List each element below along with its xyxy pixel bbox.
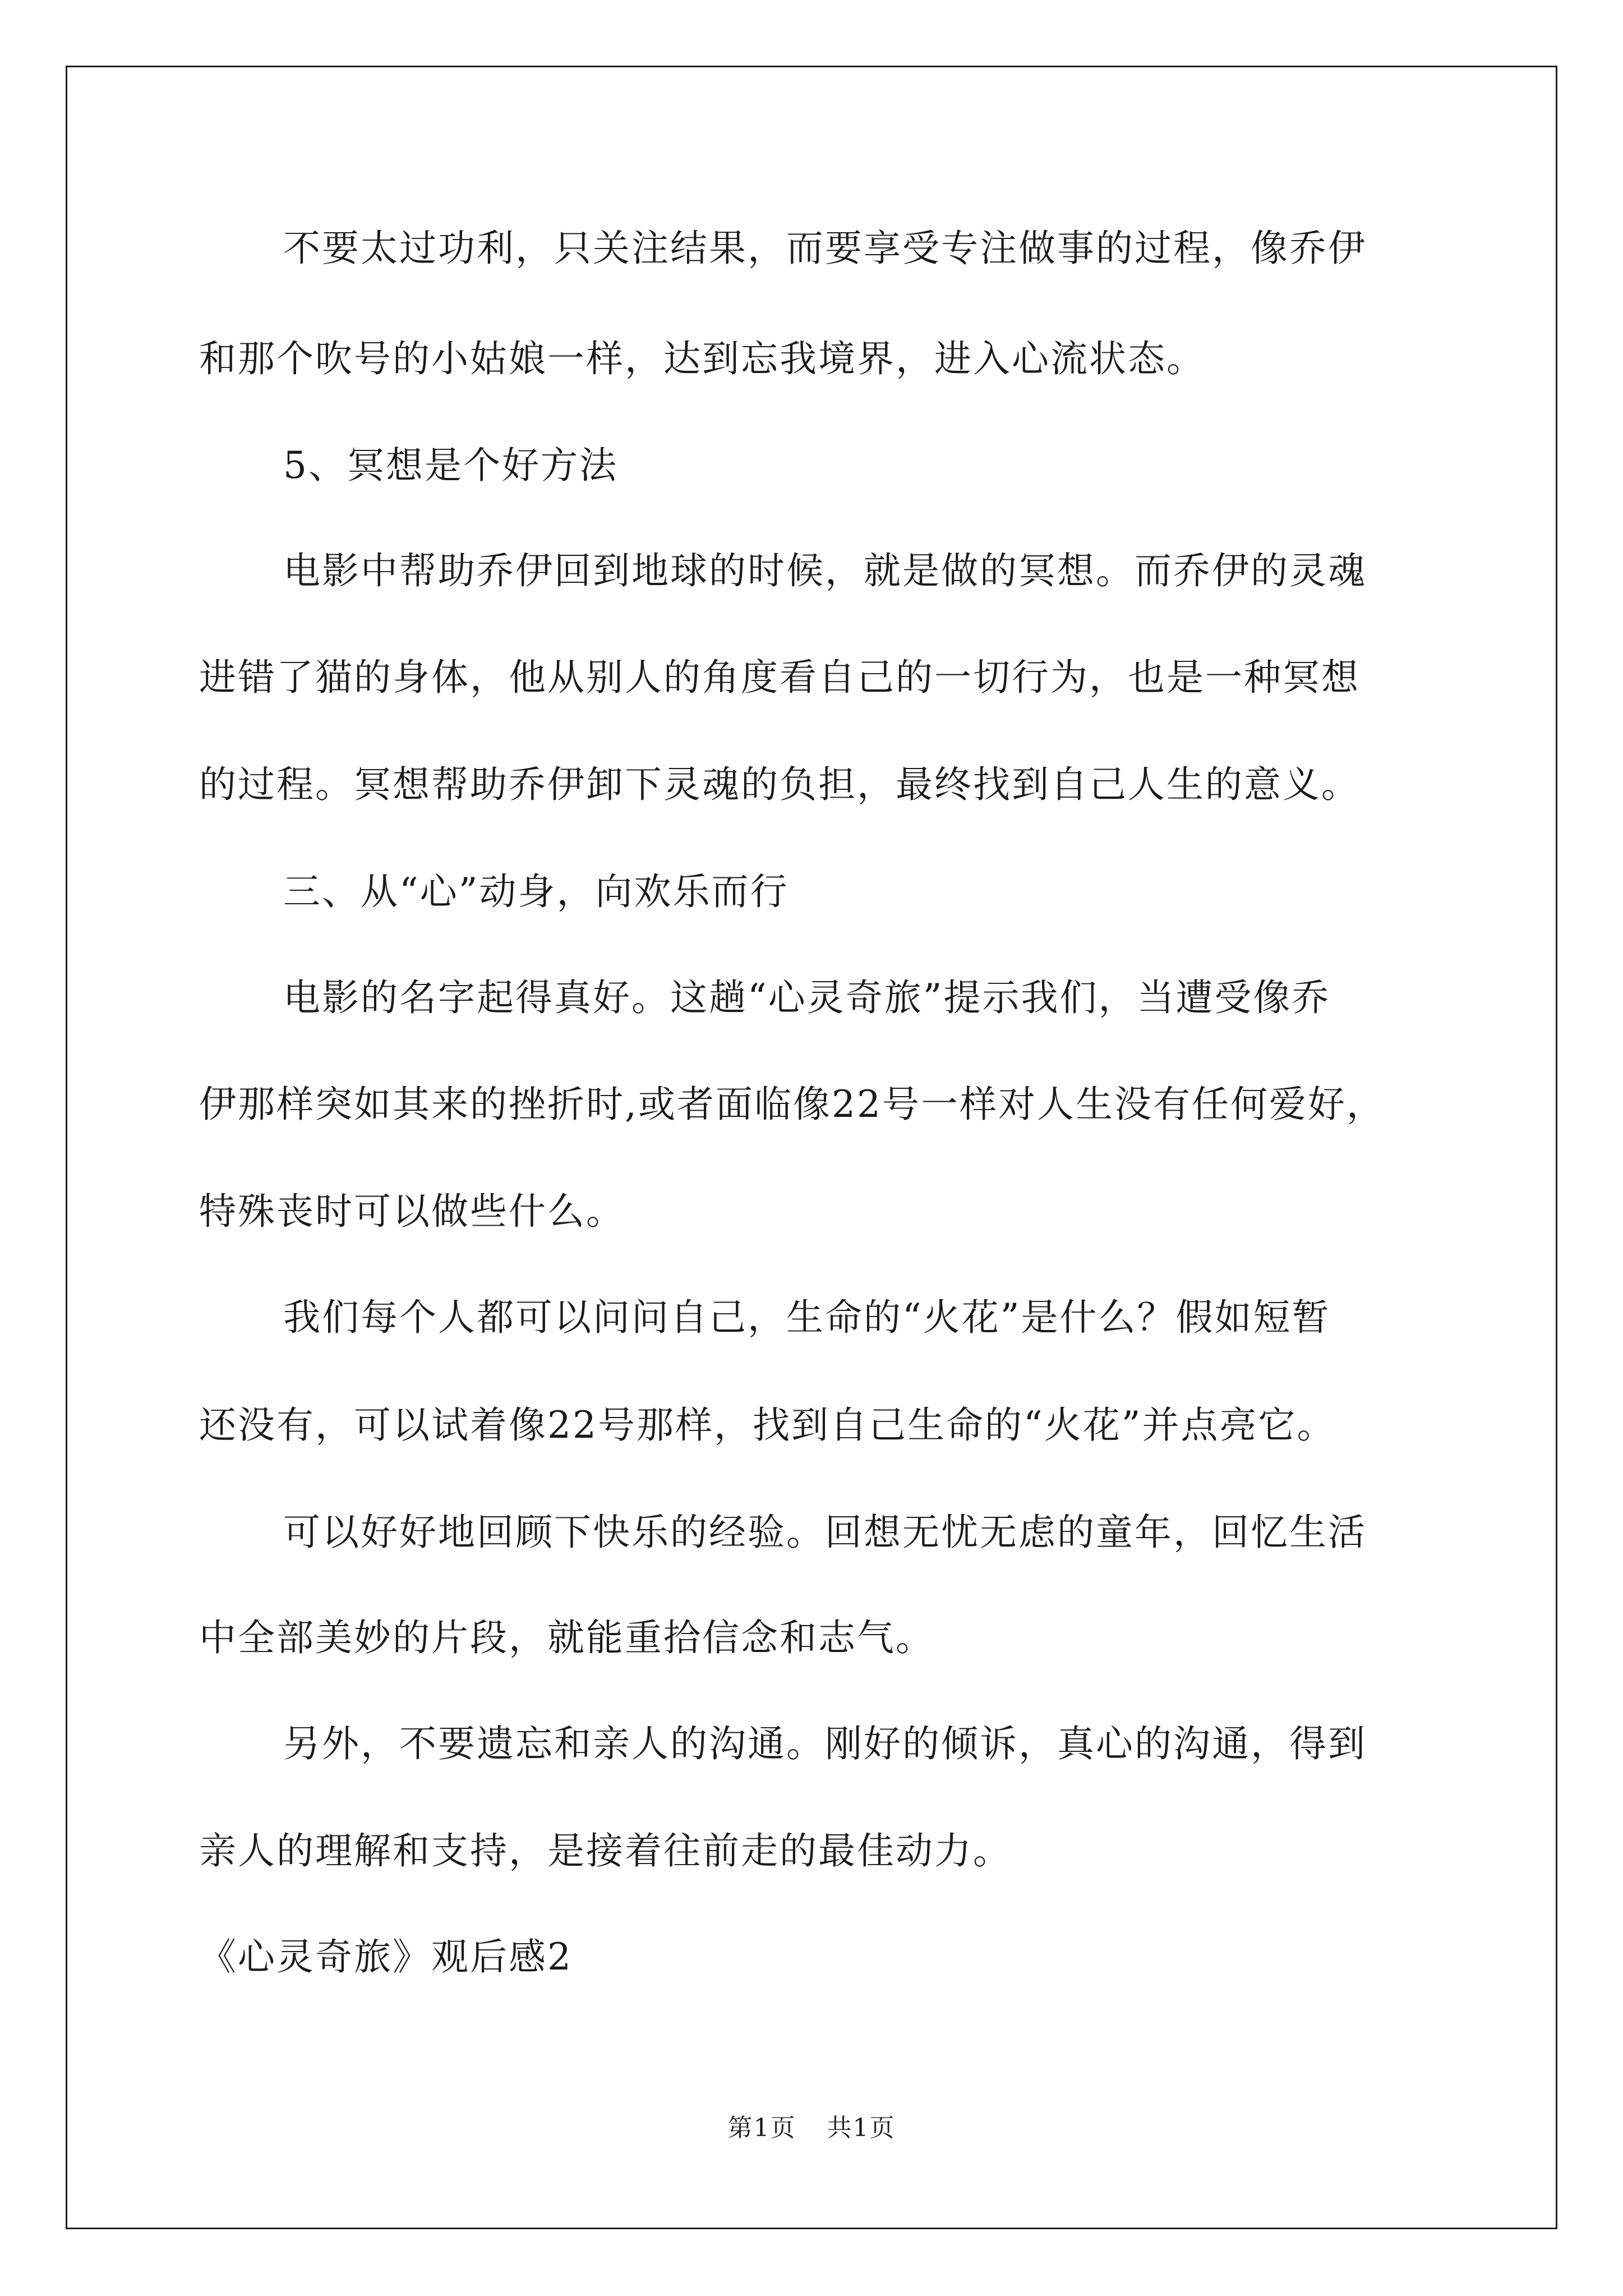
section-heading: 三、从“心”动身，向欢乐而行 xyxy=(283,870,789,913)
paragraph-line: 电影中帮助乔伊回到地球的时候，就是做的冥想。而乔伊的灵魂 xyxy=(283,549,1367,592)
paragraph-line: 伊那样突如其来的挫折时,或者面临像22号一样对人生没有任何爱好， xyxy=(199,1083,1385,1126)
page-border xyxy=(66,66,1557,2229)
paragraph-line: 电影的名字起得真好。这趟“心灵奇旅”提示我们，当遭受像乔 xyxy=(283,976,1331,1019)
document-subtitle: 《心灵奇旅》观后感2 xyxy=(199,1935,573,1978)
paragraph-line: 和那个吹号的小姑娘一样，达到忘我境界，进入心流状态。 xyxy=(199,337,1205,380)
paragraph-line: 进错了猫的身体，他从别人的角度看自己的一切行为，也是一种冥想 xyxy=(199,656,1360,699)
page-footer xyxy=(0,2111,1623,2145)
paragraph-line: 特殊丧时可以做些什么。 xyxy=(199,1190,625,1233)
paragraph-line: 中全部美妙的片段，就能重拾信念和志气。 xyxy=(199,1616,934,1659)
paragraph-line: 我们每个人都可以问问自己，生命的“火花”是什么？假如短暂 xyxy=(283,1296,1331,1339)
paragraph-line: 的过程。冥想帮助乔伊卸下灵魂的负担，最终找到自己人生的意义。 xyxy=(199,763,1360,806)
paragraph-line: 亲人的理解和支持，是接着往前走的最佳动力。 xyxy=(199,1829,1012,1872)
section-heading: 5、冥想是个好方法 xyxy=(283,444,618,487)
paragraph-line: 还没有，可以试着像22号那样，找到自己生命的“火花”并点亮它。 xyxy=(199,1404,1336,1447)
paragraph-line: 可以好好地回顾下快乐的经验。回想无忧无虑的童年，回忆生活 xyxy=(283,1511,1367,1554)
page-number: 第1页 xyxy=(727,2114,796,2142)
paragraph-line: 另外，不要遗忘和亲人的沟通。刚好的倾诉，真心的沟通，得到 xyxy=(283,1722,1367,1765)
paragraph-line: 不要太过功利，只关注结果，而要享受专注做事的过程，像乔伊 xyxy=(283,227,1367,270)
page-total: 共1页 xyxy=(827,2114,896,2142)
